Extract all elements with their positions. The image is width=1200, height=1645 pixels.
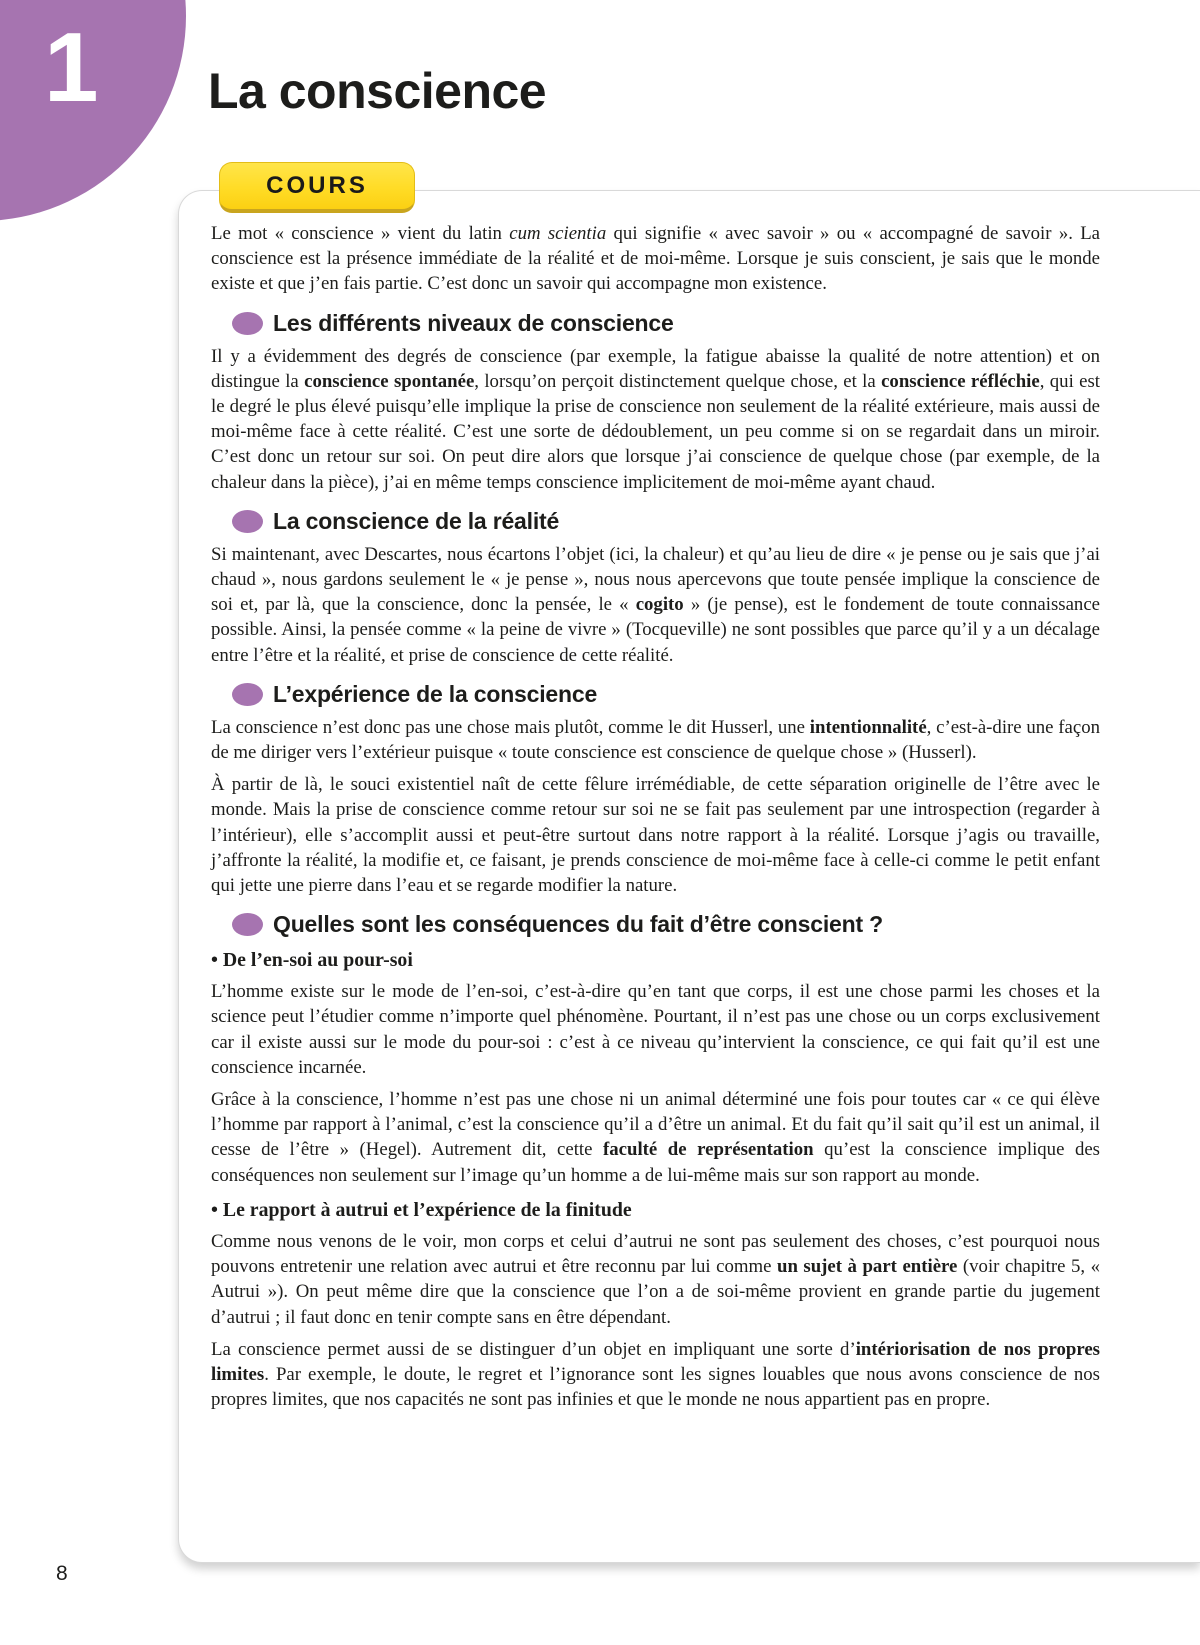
text-run: (voir chapitre 5, « Autrui »). On peut même dire que la conscience que l’on a de soi-même provient en grande partie du jugement d’autrui ; il faut donc en tenir compte sans en être dépendant. — [211, 1256, 1100, 1328]
bullet-icon: • — [211, 949, 223, 972]
text-run: Si maintenant, avec Descartes, nous écartons l’objet (ici, la chaleur) et qu’au lieu de dire « je pense ou je sais que j’ai chaud », nous gardons seulement le « je pense », nous nous apercevons que toute pensée implique la conscience de soi et, par là, que la conscience, donc la pensée, le « — [211, 543, 1100, 616]
section-bullet-icon — [232, 913, 263, 936]
cours-tab — [219, 162, 415, 213]
section-heading-label: Les différents niveaux de conscience — [273, 309, 674, 336]
subsection-heading-label: De l’en-soi au pour-soi — [222, 949, 413, 972]
text-run: un sujet à part entière — [777, 1256, 958, 1278]
text-run: faculté de représentation — [603, 1139, 814, 1161]
section-heading — [232, 508, 1100, 535]
text-run: » (je pense), est le fondement de toute connaissance possible. Ainsi, la pensée comme « la peine de vivre » (Tocqueville) ne sont possibles que parce qu’il y a un décalage entre l’être et la réalité, et prise de conscience de cette réalité. — [211, 594, 1100, 666]
page-title: La conscience — [208, 63, 547, 119]
course-paragraph — [211, 344, 1100, 495]
course-paragraph — [211, 1087, 1100, 1188]
course-paragraph — [211, 979, 1100, 1080]
text-run: conscience réfléchie — [881, 370, 1040, 392]
text-run: conscience spontanée — [304, 370, 475, 392]
subsection-heading — [211, 949, 1100, 972]
section-heading-label: L’expérience de la conscience — [273, 680, 598, 707]
section-bullet-icon — [232, 683, 263, 706]
text-run: , qui est le degré le plus élevé puisqu’elle implique la prise de conscience non seulement de la réalité extérieure, mais aussi de moi-même face à cette réalité. C’est une sorte de dédoublement, un peu comme si on se regardait dans un miroir. C’est donc un retour sur soi. On peut dire alors que lorsque j’ai conscience de quelque chose (par exemple, de la chaleur dans la pièce), j’ai en même temps conscience implicitement de moi-même ayant chaud. — [211, 370, 1100, 493]
text-run: À partir de là, le souci existentiel naît de cette fêlure irrémédiable, de cette séparation originelle de l’être avec le monde. Mais la prise de conscience comme retour sur soi ne se fait pas seulement par une introspection (regarder à l’intérieur), elle s’accomplit aussi et peut-être surtout dans notre rapport à la réalité. Lorsque j’agis ou travaille, j’affronte la réalité, la modifie et, ce faisant, je prends conscience de moi-même face à celle-ci comme le petit enfant qui jette une pierre dans l’eau et se regarde modifier la nature. — [211, 774, 1100, 897]
course-paragraph — [211, 1337, 1100, 1413]
chapter-number: 1 — [44, 12, 99, 122]
section-heading-label: La conscience de la réalité — [273, 507, 560, 534]
course-content-card — [178, 190, 1200, 1563]
subsection-heading — [211, 1199, 1100, 1222]
section-heading-label: Quelles sont les conséquences du fait d’être conscient ? — [273, 911, 883, 938]
text-run: La conscience permet aussi de se distinguer d’un objet en impliquant une sorte d’ — [211, 1338, 856, 1360]
section-heading — [232, 681, 1100, 708]
text-run: Il y a évidemment des degrés de conscience (par exemple, la fatigue abaisse la qualité de notre attention) et on distingue la — [211, 345, 1100, 392]
text-run: intentionnalité — [809, 716, 927, 738]
course-paragraph — [211, 715, 1100, 765]
text-run: cum scientia — [509, 223, 607, 244]
course-paragraph — [211, 772, 1100, 898]
course-paragraph — [211, 221, 1100, 297]
text-run: Le mot « conscience » vient du latin — [211, 223, 510, 244]
text-run: La conscience n’est donc pas une chose mais plutôt, comme le dit Husserl, une — [211, 716, 810, 738]
course-paragraph — [211, 542, 1100, 668]
text-run: Grâce à la conscience, l’homme n’est pas une chose ni un animal déterminé une fois pour toutes car « ce qui élève l’homme par rapport à l’animal, c’est la conscience qu’il a d’être un animal. Et du fait qu’il sait qu’il est un animal, il cesse de l’être » (Hegel). Autrement dit, cette — [211, 1089, 1100, 1161]
section-heading — [232, 310, 1100, 337]
text-run: qui signifie « avec savoir » ou « accompagné de savoir ». La conscience est la présence immédiate de la réalité et de moi-même. Lorsque je suis conscient, je sais que le monde existe et que j’en fais partie. C’est donc un savoir qui accompagne mon existence. — [211, 223, 1100, 295]
page-number: 8 — [56, 1562, 68, 1585]
text-run: Comme nous venons de le voir, mon corps et celui d’autrui ne sont pas seulement des choses, c’est pourquoi nous pouvons entretenir une relation avec autrui et être reconnu par lui comme — [211, 1230, 1100, 1278]
course-paragraph — [211, 1229, 1100, 1330]
section-bullet-icon — [232, 312, 263, 335]
subsection-heading-label: Le rapport à autrui et l’expérience de la finitude — [222, 1198, 632, 1221]
text-run: L’homme existe sur le mode de l’en-soi, c’est-à-dire qu’en tant que corps, il est une chose parmi les choses et la science peut l’étudier comme n’importe quel phénomène. Pourtant, il n’est pas une chose ou un corps exclusivement car il existe aussi sur le mode du pour-soi : c’est à ce niveau qu’intervient la conscience, ce qui fait qu’il est une conscience incarnée. — [211, 981, 1100, 1078]
text-run: cogito — [635, 594, 684, 616]
text-run: . Par exemple, le doute, le regret et l’ignorance sont les signes louables que nous avons conscience de nos propres limites, que nos capacités ne sont pas infinies et que le monde ne nous appartient pas en propre. — [211, 1363, 1100, 1411]
text-run: , c’est-à-dire une façon de me diriger vers l’extérieur puisque « toute conscience est conscience de quelque chose » (Husserl). — [211, 716, 1100, 764]
course-body — [211, 221, 1100, 1412]
text-run: qu’est la conscience implique des conséquences non seulement sur l’image qu’un homme a de lui-même mais sur son rapport au monde. — [211, 1139, 1100, 1186]
section-bullet-icon — [232, 510, 263, 533]
text-run: , lorsqu’on perçoit distinctement quelque chose, et la — [474, 370, 882, 392]
text-run: intériorisation de nos propres limites — [211, 1338, 1100, 1385]
cours-tab-label: COURS — [266, 172, 368, 199]
section-heading — [232, 911, 1100, 938]
bullet-icon: • — [211, 1198, 223, 1221]
